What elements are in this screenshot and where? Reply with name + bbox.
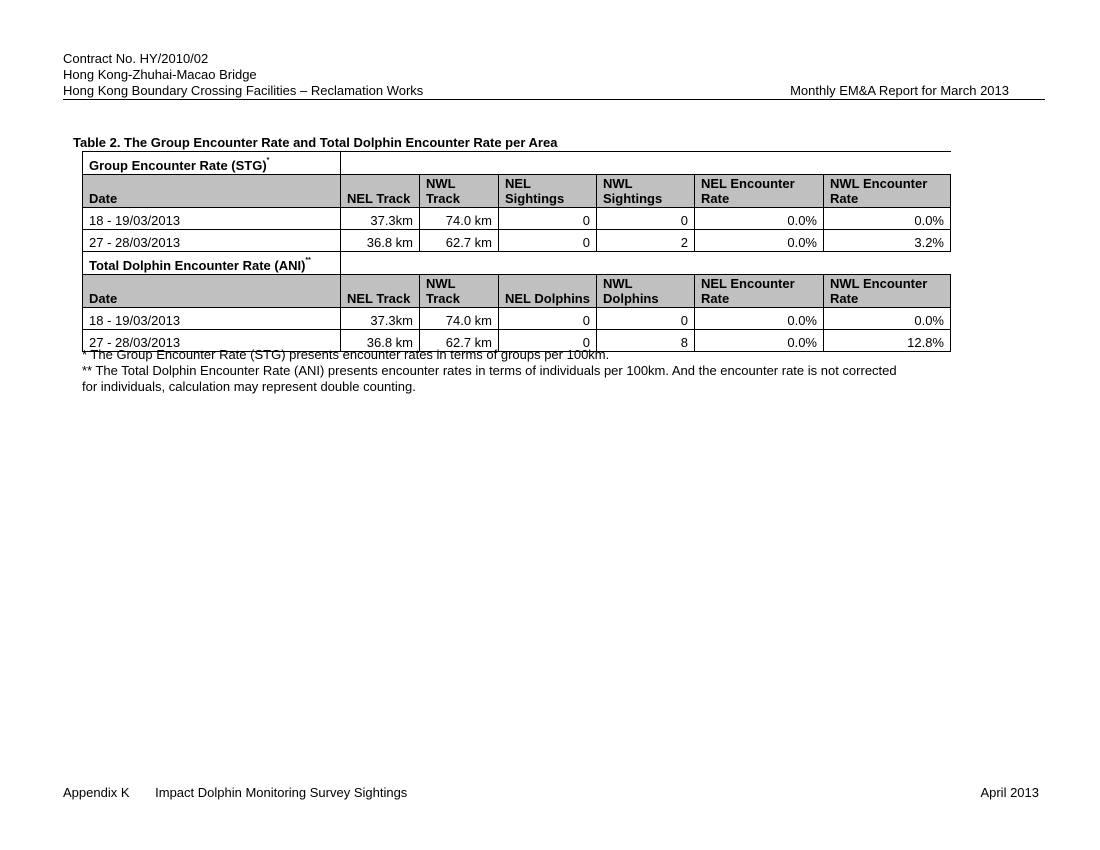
table-cell: 0: [597, 208, 695, 230]
table-cell: 36.8 km: [341, 230, 420, 252]
table-cell: 0: [499, 308, 597, 330]
table-cell: 18 - 19/03/2013: [83, 308, 341, 330]
works-name: Hong Kong Boundary Crossing Facilities – Reclamation Works: [63, 83, 424, 98]
page-footer: [63, 785, 1039, 800]
table-cell: 0.0%: [695, 230, 824, 252]
table-cell: 0: [499, 230, 597, 252]
project-name: Hong Kong-Zhuhai-Macao Bridge: [63, 67, 257, 82]
column-header: NWL Sightings: [597, 175, 695, 208]
encounter-rate-table: [82, 151, 951, 352]
table-row: [83, 230, 951, 252]
column-header: NEL Dolphins: [499, 275, 597, 308]
column-header: NEL Encounter Rate: [695, 275, 824, 308]
table-cell: 0.0%: [695, 308, 824, 330]
table-cell: 8: [597, 330, 695, 352]
column-header: NEL Sightings: [499, 175, 597, 208]
table-cell: 62.7 km: [420, 330, 499, 352]
section-row-stg: [83, 152, 951, 175]
table-title: Table 2. The Group Encounter Rate and Total Dolphin Encounter Rate per Area: [73, 135, 558, 150]
page-header: [63, 51, 1045, 99]
column-header: NEL Track: [341, 275, 420, 308]
table-row: [83, 308, 951, 330]
column-header: NWL Track: [420, 275, 499, 308]
column-header: NWL Dolphins: [597, 275, 695, 308]
section-label: Total Dolphin Encounter Rate (ANI)**: [83, 252, 341, 275]
table-cell: 0.0%: [695, 208, 824, 230]
column-header: Date: [83, 275, 341, 308]
table-notes: [82, 347, 912, 395]
column-header: NEL Encounter Rate: [695, 175, 824, 208]
table-cell: 18 - 19/03/2013: [83, 208, 341, 230]
footer-date: April 2013: [980, 785, 1039, 800]
table-cell: 62.7 km: [420, 230, 499, 252]
section-label: Group Encounter Rate (STG)*: [83, 152, 341, 175]
table-cell: 12.8%: [824, 330, 951, 352]
table-cell: 3.2%: [824, 230, 951, 252]
appendix-label: Appendix K: [63, 785, 130, 800]
header-divider: [63, 99, 1045, 100]
table-cell: 0.0%: [824, 208, 951, 230]
footnote: * The Group Encounter Rate (STG) presents encounter rates in terms of groups per 100km.: [82, 347, 610, 362]
table-cell: 74.0 km: [420, 308, 499, 330]
table-cell: 36.8 km: [341, 330, 420, 352]
column-header: NWL Track: [420, 175, 499, 208]
footnote: ** The Total Dolphin Encounter Rate (ANI) presents encounter rates in terms of individuals per 100km. And the encounter rate is not corrected for individuals, calculation may represent double counting.: [82, 363, 897, 394]
table-cell: 0: [499, 330, 597, 352]
column-header: NEL Track: [341, 175, 420, 208]
table-cell: 37.3km: [341, 208, 420, 230]
table-cell: 27 - 28/03/2013: [83, 230, 341, 252]
column-header-row: [83, 175, 951, 208]
table-row: [83, 208, 951, 230]
column-header: NWL Encounter Rate: [824, 275, 951, 308]
header-row: [63, 83, 1045, 99]
table-cell: 0.0%: [695, 330, 824, 352]
column-header-row: [83, 275, 951, 308]
table-cell: 74.0 km: [420, 208, 499, 230]
table-cell: 2: [597, 230, 695, 252]
section-row-ani: [83, 252, 951, 275]
column-header: Date: [83, 175, 341, 208]
appendix-title: Impact Dolphin Monitoring Survey Sightings: [155, 785, 408, 800]
table-cell: 0.0%: [824, 308, 951, 330]
report-title: Monthly EM&A Report for March 2013: [790, 83, 1009, 98]
table-cell: 0: [499, 208, 597, 230]
table-cell: 0: [597, 308, 695, 330]
contract-number: Contract No. HY/2010/02: [63, 51, 209, 66]
column-header: NWL Encounter Rate: [824, 175, 951, 208]
table-cell: 27 - 28/03/2013: [83, 330, 341, 352]
table-cell: 37.3km: [341, 308, 420, 330]
